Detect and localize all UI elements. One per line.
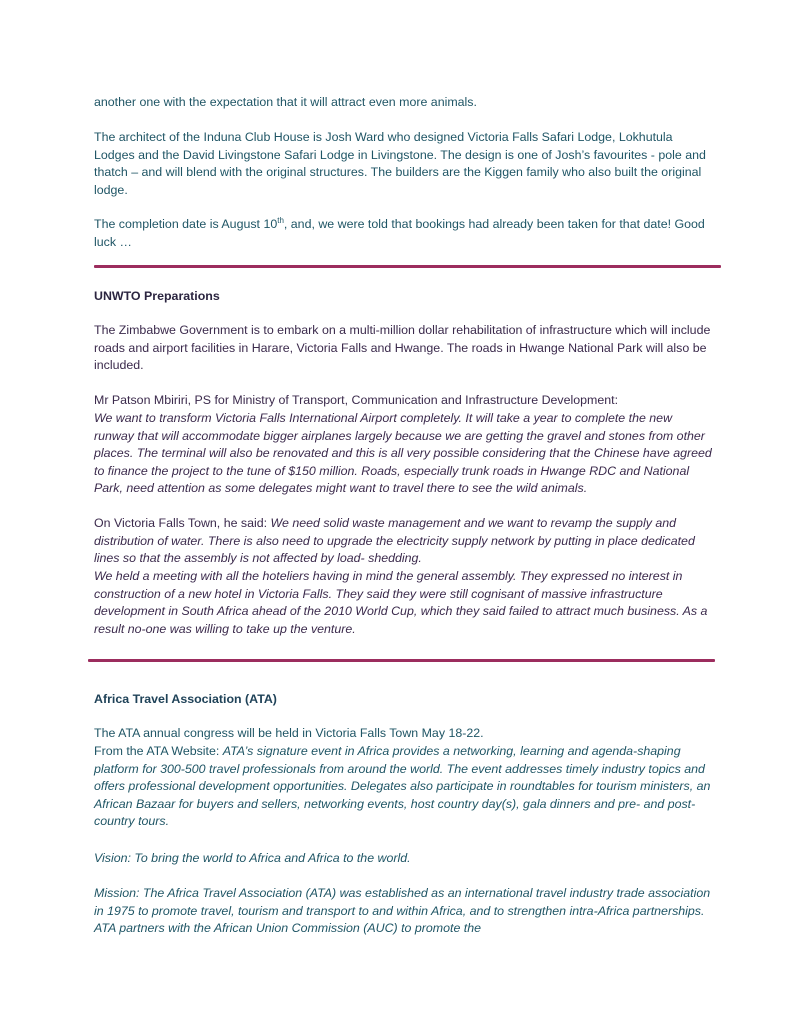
paragraph-completion-date xyxy=(94,216,714,251)
paragraph-speaker: Mr Patson Mbiriri, PS for Ministry of Transport, Communication and Infrastructure Development: xyxy=(94,393,619,407)
paragraph-architect: The architect of the Induna Club House is Josh Ward who designed Victoria Falls Safari Lodge, Lokhutula Lodges and the David Livingstone Safari Lodge in Livingstone. The design is one of Josh’s favourites - pole and thatch – and will blend with the original structures. The builders are the Kiggen family who also built the original lodge. xyxy=(94,130,706,197)
paragraph-congress: The ATA annual congress will be held in Victoria Falls Town May 18-22. xyxy=(94,726,484,740)
website-intro: From the ATA Website: xyxy=(94,744,223,758)
section-divider xyxy=(88,659,715,662)
section-divider xyxy=(94,265,721,268)
paragraph-website xyxy=(94,743,714,831)
quote-airport: We want to transform Victoria Falls International Airport completely. It will take a year to complete the new runway that will accommodate bigger airplanes largely because we are getting the gravel and stones from other places. The terminal will also be renovated and this is all very possible considering that the Chinese have agreed to finance the project to the tune of $150 million. Roads, especially trunk roads in Hwange RDC and National Park, need attention as some delegates might want to travel there to see the wild animals. xyxy=(94,411,712,496)
paragraph-animals: another one with the expectation that it will attract even more animals. xyxy=(94,95,477,109)
website-quote: ATA’s signature event in Africa provides a networking, learning and agenda-shaping platform for 300-500 travel professionals from around the world. The event addresses timely industry topics and offers professional development opportunities. Delegates also participate in roundtables for tourism ministers, an African Bazaar for buyers and sellers, networking events, host country day(s), gala dinners and pre- and post- country tours. xyxy=(94,744,711,829)
paragraph-mission: Mission: The Africa Travel Association (ATA) was established as an international travel industry trade association in 1975 to promote travel, tourism and transport to and within Africa, and to strengthen intra-Africa partnerships. ATA partners with the African Union Commission (AUC) to promote the xyxy=(94,886,711,936)
completion-text-start: The completion date is August 10 xyxy=(94,217,278,231)
completion-text-end: , and, we were told that bookings had already been taken for that date! Good luck … xyxy=(94,217,705,249)
quote-hoteliers: We held a meeting with all the hoteliers having in mind the general assembly. They expressed no interest in construction of a new hotel in Victoria Falls. They said they were still cognisant of massive infrastructure development in South Africa ahead of the 2010 World Cup, which they said failed to attract much business. As a result no-one was willing to take up the venture. xyxy=(94,569,708,636)
ordinal-suffix: th xyxy=(277,215,284,225)
quote-waste: We need solid waste management and we want to revamp the supply and distribution of water. There is also need to upgrade the electricity supply network by putting in place dedicated lines so that the assembly is not affected by load- shedding. xyxy=(94,516,695,566)
town-intro: On Victoria Falls Town, he said: xyxy=(94,516,271,530)
paragraph-town xyxy=(94,515,714,568)
ata-heading: Africa Travel Association (ATA) xyxy=(94,692,277,706)
paragraph-rehabilitation: The Zimbabwe Government is to embark on a multi-million dollar rehabilitation of infrastructure which will include roads and airport facilities in Harare, Victoria Falls and Hwange. The roads in Hwange National Park will also be included. xyxy=(94,323,711,373)
unwto-heading: UNWTO Preparations xyxy=(94,289,220,303)
paragraph-vision: Vision: To bring the world to Africa and Africa to the world. xyxy=(94,851,411,865)
